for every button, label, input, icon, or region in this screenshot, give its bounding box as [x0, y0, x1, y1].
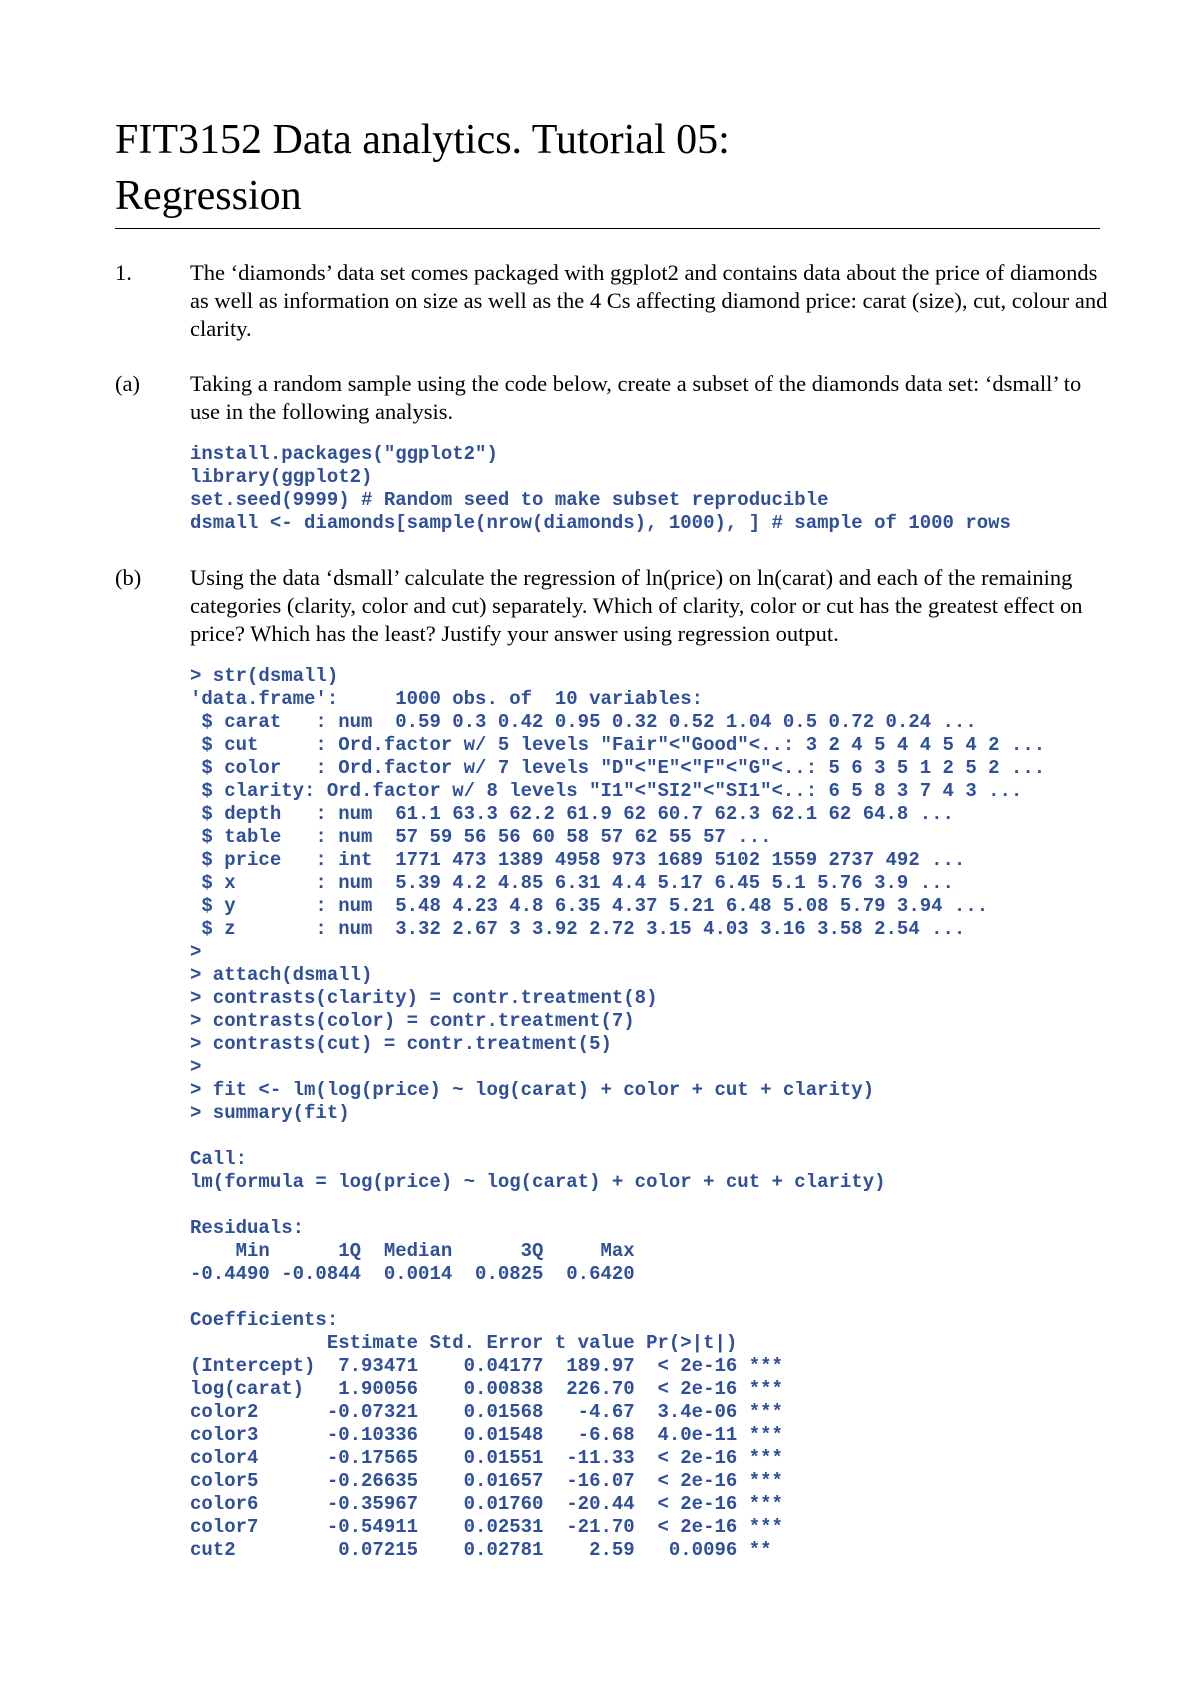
- code-line: color2 -0.07321 0.01568 -4.67 3.4e-06 ***: [190, 1401, 783, 1423]
- code-line: $ y : num 5.48 4.23 4.8 6.35 4.37 5.21 6.48 5.08 5.79 3.94 ...: [190, 895, 989, 917]
- question-1-number: 1.: [115, 260, 132, 285]
- code-block-b: [190, 665, 1100, 1562]
- code-line: color6 -0.35967 0.01760 -20.44 < 2e-16 ***: [190, 1493, 783, 1515]
- question-1: [115, 259, 1108, 343]
- code-line: $ depth : num 61.1 63.3 62.2 61.9 62 60.7 62.3 62.1 62 64.8 ...: [190, 803, 954, 825]
- question-a-number: (a): [115, 371, 140, 396]
- title-line-1: FIT3152 Data analytics. Tutorial 05:: [115, 117, 730, 163]
- code-line: >: [190, 1056, 202, 1078]
- code-line: > fit <- lm(log(price) ~ log(carat) + color + cut + clarity): [190, 1079, 875, 1101]
- code-line: cut2 0.07215 0.02781 2.59 0.0096 **: [190, 1539, 772, 1561]
- code-line: Min 1Q Median 3Q Max: [190, 1240, 635, 1262]
- code-line: color5 -0.26635 0.01657 -16.07 < 2e-16 ***: [190, 1470, 783, 1492]
- code-line: 'data.frame': 1000 obs. of 10 variables:: [190, 688, 704, 710]
- question-b-text: Using the data ‘dsmall’ calculate the regression of ln(price) on ln(carat) and each of the remaining categories (clarity, color and cut) separately. Which of clarity, color or cut has the greatest effect on price? Which has the least? Justify your answer using regression output.: [190, 565, 1083, 646]
- code-line: Estimate Std. Error t value Pr(>|t|): [190, 1332, 738, 1354]
- code-line: $ carat : num 0.59 0.3 0.42 0.95 0.32 0.52 1.04 0.5 0.72 0.24 ...: [190, 711, 977, 733]
- code-line: -0.4490 -0.0844 0.0014 0.0825 0.6420: [190, 1263, 635, 1285]
- code-line: log(carat) 1.90056 0.00838 226.70 < 2e-16 ***: [190, 1378, 783, 1400]
- code-line: lm(formula = log(price) ~ log(carat) + color + cut + clarity): [190, 1171, 886, 1193]
- code-line: Residuals:: [190, 1217, 305, 1239]
- code-line: Call:: [190, 1148, 248, 1170]
- code-line: $ table : num 57 59 56 56 60 58 57 62 55 57 ...: [190, 826, 772, 848]
- code-block-a: [190, 443, 1100, 535]
- question-a: [115, 370, 1100, 426]
- code-line: $ clarity: Ord.factor w/ 8 levels "I1"<"SI2"<"SI1"<..: 6 5 8 3 7 4 3 ...: [190, 780, 1023, 802]
- page-title: [115, 112, 1100, 229]
- code-line: $ cut : Ord.factor w/ 5 levels "Fair"<"Good"<..: 3 2 4 5 4 4 5 4 2 ...: [190, 734, 1046, 756]
- code-line: $ price : int 1771 473 1389 4958 973 1689 5102 1559 2737 492 ...: [190, 849, 966, 871]
- document-page: [115, 112, 1108, 1562]
- code-line: set.seed(9999) # Random seed to make subset reproducible: [190, 489, 829, 511]
- title-line-2: Regression: [115, 173, 302, 219]
- code-line: > contrasts(cut) = contr.treatment(5): [190, 1033, 612, 1055]
- code-line: Coefficients:: [190, 1309, 339, 1331]
- code-line: color7 -0.54911 0.02531 -21.70 < 2e-16 ***: [190, 1516, 783, 1538]
- question-b-number: (b): [115, 565, 142, 590]
- code-line: library(ggplot2): [190, 466, 373, 488]
- code-line: (Intercept) 7.93471 0.04177 189.97 < 2e-16 ***: [190, 1355, 783, 1377]
- question-b: [115, 564, 1100, 648]
- code-line: > attach(dsmall): [190, 964, 373, 986]
- code-line: dsmall <- diamonds[sample(nrow(diamonds), 1000), ] # sample of 1000 rows: [190, 512, 1011, 534]
- code-line: > str(dsmall): [190, 665, 339, 687]
- question-a-text: Taking a random sample using the code below, create a subset of the diamonds data set: ‘dsmall’ to use in the following analysis.: [190, 371, 1082, 424]
- code-line: install.packages("ggplot2"): [190, 443, 498, 465]
- code-line: $ z : num 3.32 2.67 3 3.92 2.72 3.15 4.03 3.16 3.58 2.54 ...: [190, 918, 966, 940]
- code-line: > contrasts(color) = contr.treatment(7): [190, 1010, 635, 1032]
- code-line: $ color : Ord.factor w/ 7 levels "D"<"E"<"F"<"G"<..: 5 6 3 5 1 2 5 2 ...: [190, 757, 1046, 779]
- code-line: > summary(fit): [190, 1102, 350, 1124]
- code-line: $ x : num 5.39 4.2 4.85 6.31 4.4 5.17 6.45 5.1 5.76 3.9 ...: [190, 872, 954, 894]
- code-line: color3 -0.10336 0.01548 -6.68 4.0e-11 ***: [190, 1424, 783, 1446]
- code-line: >: [190, 941, 202, 963]
- question-1-text: The ‘diamonds’ data set comes packaged with ggplot2 and contains data about the price of diamonds as well as information on size as well as the 4 Cs affecting diamond price: carat (size), cut, colour and clarity.: [190, 260, 1108, 341]
- code-line: > contrasts(clarity) = contr.treatment(8): [190, 987, 658, 1009]
- code-line: color4 -0.17565 0.01551 -11.33 < 2e-16 ***: [190, 1447, 783, 1469]
